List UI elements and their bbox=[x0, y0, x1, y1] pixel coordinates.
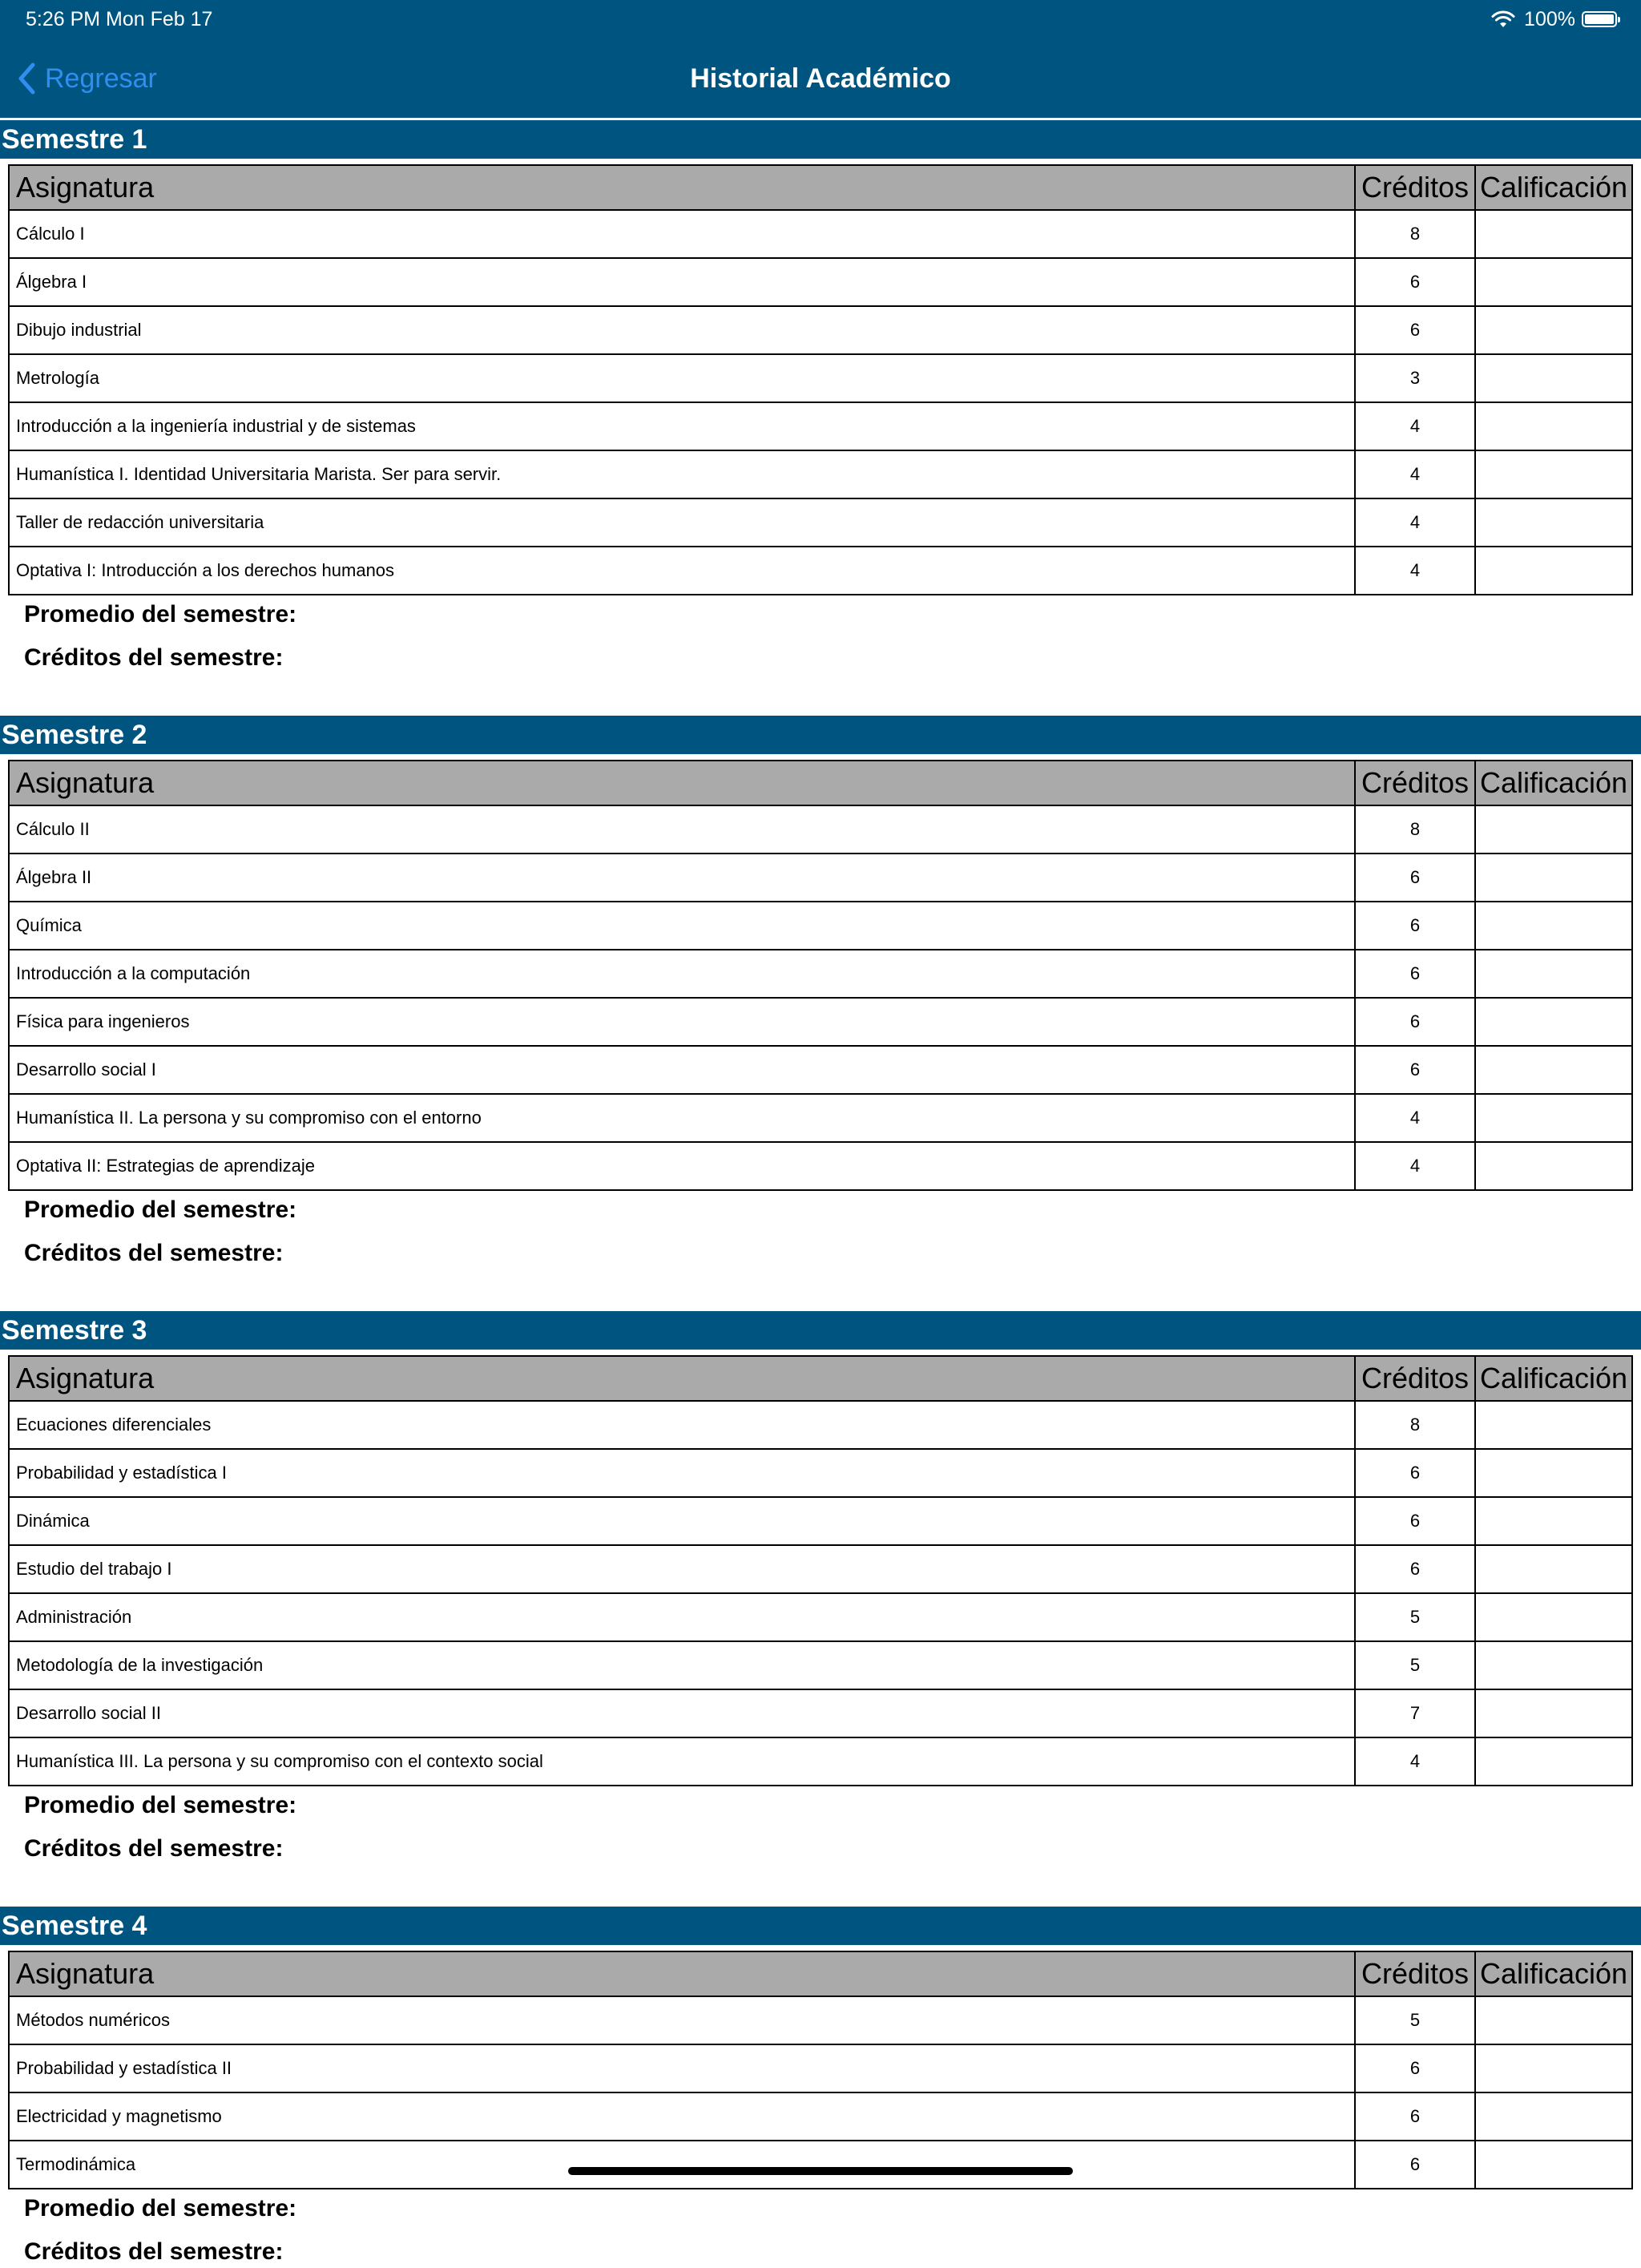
table-row bbox=[9, 1449, 1632, 1497]
grade-cell bbox=[1475, 950, 1632, 998]
column-header-credits: Créditos bbox=[1355, 1951, 1475, 1996]
credits-cell: 7 bbox=[1355, 1689, 1475, 1737]
subject-cell: Física para ingenieros bbox=[9, 998, 1355, 1046]
table-row bbox=[9, 402, 1632, 450]
table-row bbox=[9, 258, 1632, 306]
grade-cell bbox=[1475, 2044, 1632, 2092]
semester-section bbox=[0, 120, 1641, 671]
subject-cell: Termodinámica bbox=[9, 2141, 1355, 2189]
credits-cell: 6 bbox=[1355, 306, 1475, 354]
credits-cell: 4 bbox=[1355, 1094, 1475, 1142]
credits-cell: 4 bbox=[1355, 450, 1475, 498]
semester-credits-label: Créditos del semestre: bbox=[24, 1835, 284, 1862]
status-time: 5:26 PM Mon Feb 17 bbox=[26, 8, 213, 30]
grades-table bbox=[8, 760, 1633, 1191]
semester-title: Semestre 4 bbox=[0, 1907, 1641, 1945]
subject-cell: Desarrollo social I bbox=[9, 1046, 1355, 1094]
table-row bbox=[9, 1593, 1632, 1641]
subject-cell: Humanística II. La persona y su compromiso con el entorno bbox=[9, 1094, 1355, 1142]
grade-cell bbox=[1475, 306, 1632, 354]
subject-cell: Introducción a la ingeniería industrial y de sistemas bbox=[9, 402, 1355, 450]
column-header-subject: Asignatura bbox=[9, 1356, 1355, 1401]
table-row bbox=[9, 547, 1632, 595]
subject-cell: Metodología de la investigación bbox=[9, 1641, 1355, 1689]
grades-table bbox=[8, 164, 1633, 595]
credits-cell: 6 bbox=[1355, 1046, 1475, 1094]
table-header-row bbox=[9, 761, 1632, 805]
credits-cell: 6 bbox=[1355, 1497, 1475, 1545]
column-header-grade: Calificación bbox=[1475, 1356, 1632, 1401]
credits-cell: 6 bbox=[1355, 902, 1475, 950]
semester-credits-label: Créditos del semestre: bbox=[24, 2238, 284, 2265]
table-row bbox=[9, 1996, 1632, 2044]
subject-cell: Optativa II: Estrategias de aprendizaje bbox=[9, 1142, 1355, 1190]
credits-cell: 5 bbox=[1355, 1641, 1475, 1689]
credits-cell: 4 bbox=[1355, 402, 1475, 450]
subject-cell: Metrología bbox=[9, 354, 1355, 402]
grade-cell bbox=[1475, 1497, 1632, 1545]
credits-cell: 6 bbox=[1355, 2141, 1475, 2189]
table-header-row bbox=[9, 165, 1632, 210]
table-row bbox=[9, 1689, 1632, 1737]
subject-cell: Taller de redacción universitaria bbox=[9, 498, 1355, 547]
grade-cell bbox=[1475, 1737, 1632, 1786]
credits-cell: 4 bbox=[1355, 498, 1475, 547]
subject-cell: Introducción a la computación bbox=[9, 950, 1355, 998]
grade-cell bbox=[1475, 2141, 1632, 2189]
column-header-credits: Créditos bbox=[1355, 761, 1475, 805]
table-row bbox=[9, 1737, 1632, 1786]
table-row bbox=[9, 805, 1632, 854]
grade-cell bbox=[1475, 1545, 1632, 1593]
grades-table bbox=[8, 1355, 1633, 1786]
subject-cell: Desarrollo social II bbox=[9, 1689, 1355, 1737]
column-header-credits: Créditos bbox=[1355, 165, 1475, 210]
credits-cell: 8 bbox=[1355, 210, 1475, 258]
credits-cell: 6 bbox=[1355, 2044, 1475, 2092]
credits-cell: 6 bbox=[1355, 258, 1475, 306]
grade-cell bbox=[1475, 258, 1632, 306]
semester-title: Semestre 2 bbox=[0, 716, 1641, 754]
grade-cell bbox=[1475, 1689, 1632, 1737]
table-row bbox=[9, 1046, 1632, 1094]
grade-cell bbox=[1475, 1142, 1632, 1190]
grade-cell bbox=[1475, 547, 1632, 595]
wifi-icon bbox=[1490, 10, 1516, 29]
grade-cell bbox=[1475, 805, 1632, 854]
back-button[interactable] bbox=[16, 58, 157, 99]
table-header-row bbox=[9, 1356, 1632, 1401]
battery-percentage: 100% bbox=[1524, 7, 1575, 30]
subject-cell: Métodos numéricos bbox=[9, 1996, 1355, 2044]
credits-cell: 5 bbox=[1355, 1593, 1475, 1641]
column-header-subject: Asignatura bbox=[9, 165, 1355, 210]
subject-cell: Dibujo industrial bbox=[9, 306, 1355, 354]
grade-cell bbox=[1475, 498, 1632, 547]
semester-average-label: Promedio del semestre: bbox=[24, 1197, 297, 1223]
table-row bbox=[9, 1545, 1632, 1593]
credits-cell: 6 bbox=[1355, 950, 1475, 998]
credits-cell: 4 bbox=[1355, 1142, 1475, 1190]
subject-cell: Probabilidad y estadística II bbox=[9, 2044, 1355, 2092]
grade-cell bbox=[1475, 402, 1632, 450]
grade-cell bbox=[1475, 210, 1632, 258]
table-row bbox=[9, 950, 1632, 998]
column-header-grade: Calificación bbox=[1475, 1951, 1632, 1996]
semester-section bbox=[0, 1907, 1641, 2265]
subject-cell: Álgebra I bbox=[9, 258, 1355, 306]
column-header-grade: Calificación bbox=[1475, 761, 1632, 805]
table-row bbox=[9, 2044, 1632, 2092]
grade-cell bbox=[1475, 1593, 1632, 1641]
semester-average-label: Promedio del semestre: bbox=[24, 1792, 297, 1818]
table-row bbox=[9, 2141, 1632, 2189]
semester-credits-label: Créditos del semestre: bbox=[24, 1240, 284, 1266]
table-row bbox=[9, 2092, 1632, 2141]
table-row bbox=[9, 1641, 1632, 1689]
grade-cell bbox=[1475, 450, 1632, 498]
semester-credits-label: Créditos del semestre: bbox=[24, 644, 284, 671]
subject-cell: Optativa I: Introducción a los derechos humanos bbox=[9, 547, 1355, 595]
semester-section bbox=[0, 1311, 1641, 1862]
subject-cell: Humanística I. Identidad Universitaria Marista. Ser para servir. bbox=[9, 450, 1355, 498]
grades-table bbox=[8, 1951, 1633, 2189]
chevron-left-icon bbox=[16, 62, 37, 95]
table-row bbox=[9, 210, 1632, 258]
column-header-subject: Asignatura bbox=[9, 1951, 1355, 1996]
credits-cell: 8 bbox=[1355, 805, 1475, 854]
table-row bbox=[9, 1142, 1632, 1190]
semester-title: Semestre 3 bbox=[0, 1311, 1641, 1350]
battery-icon bbox=[1582, 11, 1617, 27]
subject-cell: Estudio del trabajo I bbox=[9, 1545, 1355, 1593]
grade-cell bbox=[1475, 1401, 1632, 1449]
credits-cell: 5 bbox=[1355, 1996, 1475, 2044]
subject-cell: Dinámica bbox=[9, 1497, 1355, 1545]
credits-cell: 8 bbox=[1355, 1401, 1475, 1449]
grade-cell bbox=[1475, 854, 1632, 902]
subject-cell: Cálculo I bbox=[9, 210, 1355, 258]
subject-cell: Álgebra II bbox=[9, 854, 1355, 902]
grade-cell bbox=[1475, 998, 1632, 1046]
column-header-subject: Asignatura bbox=[9, 761, 1355, 805]
credits-cell: 6 bbox=[1355, 2092, 1475, 2141]
status-indicators bbox=[1490, 6, 1617, 32]
table-row bbox=[9, 998, 1632, 1046]
subject-cell: Química bbox=[9, 902, 1355, 950]
credits-cell: 3 bbox=[1355, 354, 1475, 402]
grade-cell bbox=[1475, 354, 1632, 402]
column-header-grade: Calificación bbox=[1475, 165, 1632, 210]
table-row bbox=[9, 354, 1632, 402]
grade-cell bbox=[1475, 1046, 1632, 1094]
table-header-row bbox=[9, 1951, 1632, 1996]
subject-cell: Humanística III. La persona y su compromiso con el contexto social bbox=[9, 1737, 1355, 1786]
semester-average-label: Promedio del semestre: bbox=[24, 601, 297, 628]
table-row bbox=[9, 854, 1632, 902]
subject-cell: Electricidad y magnetismo bbox=[9, 2092, 1355, 2141]
credits-cell: 4 bbox=[1355, 547, 1475, 595]
navigation-bar bbox=[0, 0, 1641, 118]
back-button-label: Regresar bbox=[45, 63, 157, 94]
credits-cell: 6 bbox=[1355, 1449, 1475, 1497]
grade-cell bbox=[1475, 1094, 1632, 1142]
table-row bbox=[9, 1497, 1632, 1545]
table-row bbox=[9, 306, 1632, 354]
semester-title: Semestre 1 bbox=[0, 120, 1641, 159]
grade-cell bbox=[1475, 1641, 1632, 1689]
table-row bbox=[9, 902, 1632, 950]
subject-cell: Administración bbox=[9, 1593, 1355, 1641]
credits-cell: 6 bbox=[1355, 854, 1475, 902]
grade-cell bbox=[1475, 1996, 1632, 2044]
semester-section bbox=[0, 716, 1641, 1266]
page-title: Historial Académico bbox=[690, 63, 951, 94]
subject-cell: Probabilidad y estadística I bbox=[9, 1449, 1355, 1497]
semester-average-label: Promedio del semestre: bbox=[24, 2195, 297, 2222]
subject-cell: Cálculo II bbox=[9, 805, 1355, 854]
grade-cell bbox=[1475, 902, 1632, 950]
table-row bbox=[9, 498, 1632, 547]
table-row bbox=[9, 1401, 1632, 1449]
credits-cell: 6 bbox=[1355, 998, 1475, 1046]
grade-cell bbox=[1475, 2092, 1632, 2141]
grade-cell bbox=[1475, 1449, 1632, 1497]
table-row bbox=[9, 1094, 1632, 1142]
column-header-credits: Créditos bbox=[1355, 1356, 1475, 1401]
credits-cell: 6 bbox=[1355, 1545, 1475, 1593]
credits-cell: 4 bbox=[1355, 1737, 1475, 1786]
home-indicator[interactable] bbox=[568, 2167, 1073, 2175]
subject-cell: Ecuaciones diferenciales bbox=[9, 1401, 1355, 1449]
table-row bbox=[9, 450, 1632, 498]
